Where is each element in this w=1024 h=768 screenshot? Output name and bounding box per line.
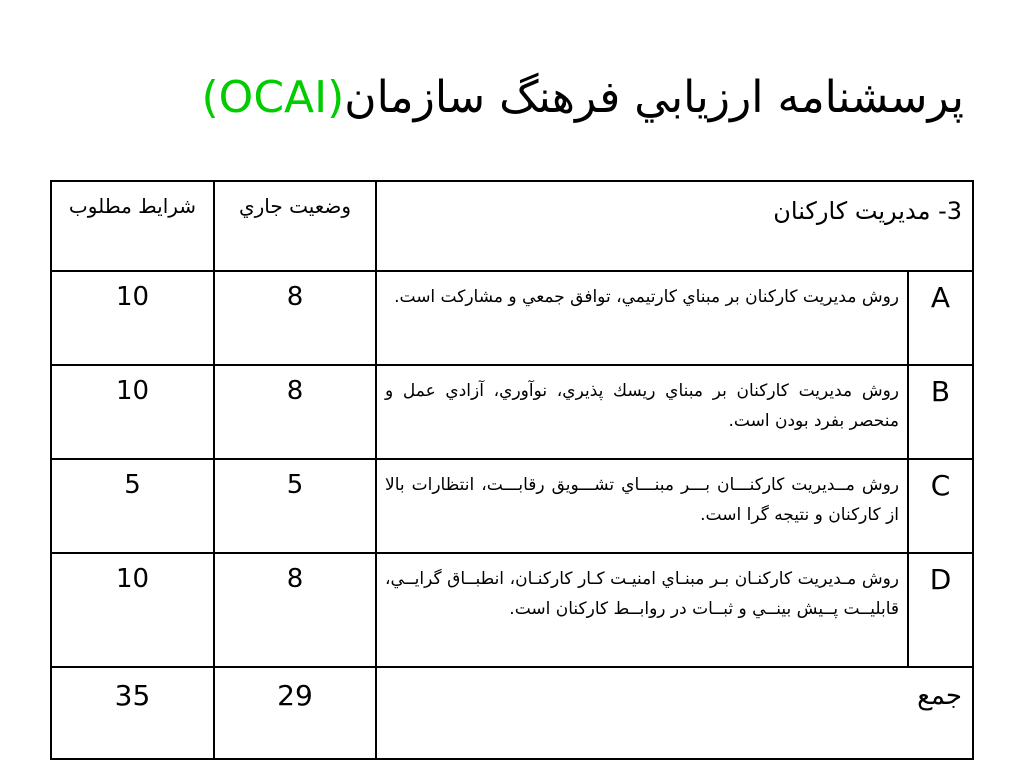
row-letter: B — [908, 365, 973, 459]
row-description: روش مديريت كاركنان بر مبناي كارتيمي، توافق جمعي و مشاركت است. — [376, 271, 908, 365]
title-acronym: (OCAI) — [201, 72, 345, 123]
current-value: 5 — [214, 459, 376, 553]
current-value: 8 — [214, 365, 376, 459]
row-description: روش مديريت كاركنان بر مبناي ريسك پذيري، نوآوري، آزادي عمل و منحصر بفرد بودن است. — [376, 365, 908, 459]
header-current: وضعيت جاري — [214, 181, 376, 271]
header-row — [51, 181, 973, 271]
desired-value: 5 — [51, 459, 214, 553]
current-value: 8 — [214, 271, 376, 365]
table-row — [51, 553, 973, 667]
table-row — [51, 365, 973, 459]
total-desired: 35 — [51, 667, 214, 759]
row-letter: D — [908, 553, 973, 667]
desired-value: 10 — [51, 553, 214, 667]
desired-value: 10 — [51, 271, 214, 365]
table-row — [51, 271, 973, 365]
row-letter: A — [908, 271, 973, 365]
ocai-table — [50, 180, 974, 760]
desired-value: 10 — [51, 365, 214, 459]
row-letter: C — [908, 459, 973, 553]
total-label: جمع — [376, 667, 973, 759]
row-description: روش مــديريت كاركنـــان بـــر مبنـــاي تشـــويق رقابـــت، انتظارات بالا از كاركنان و نتيجه گرا است. — [376, 459, 908, 553]
total-current: 29 — [214, 667, 376, 759]
current-value: 8 — [214, 553, 376, 667]
total-row — [51, 667, 973, 759]
slide-title — [60, 62, 964, 134]
header-desired: شرايط مطلوب — [51, 181, 214, 271]
section-title: 3- مديريت كاركنان — [376, 181, 973, 271]
table-row — [51, 459, 973, 553]
row-description: روش مـديريت كاركنـان بـر مبنـاي امنيـت كـار كاركنـان، انطبــاق گرايــي، قابليــت پــيش بينــي و ثبــات در روابــط كاركنان است. — [376, 553, 908, 667]
title-text: پرسشنامه ارزيابي فرهنگ سازمان — [344, 72, 964, 123]
